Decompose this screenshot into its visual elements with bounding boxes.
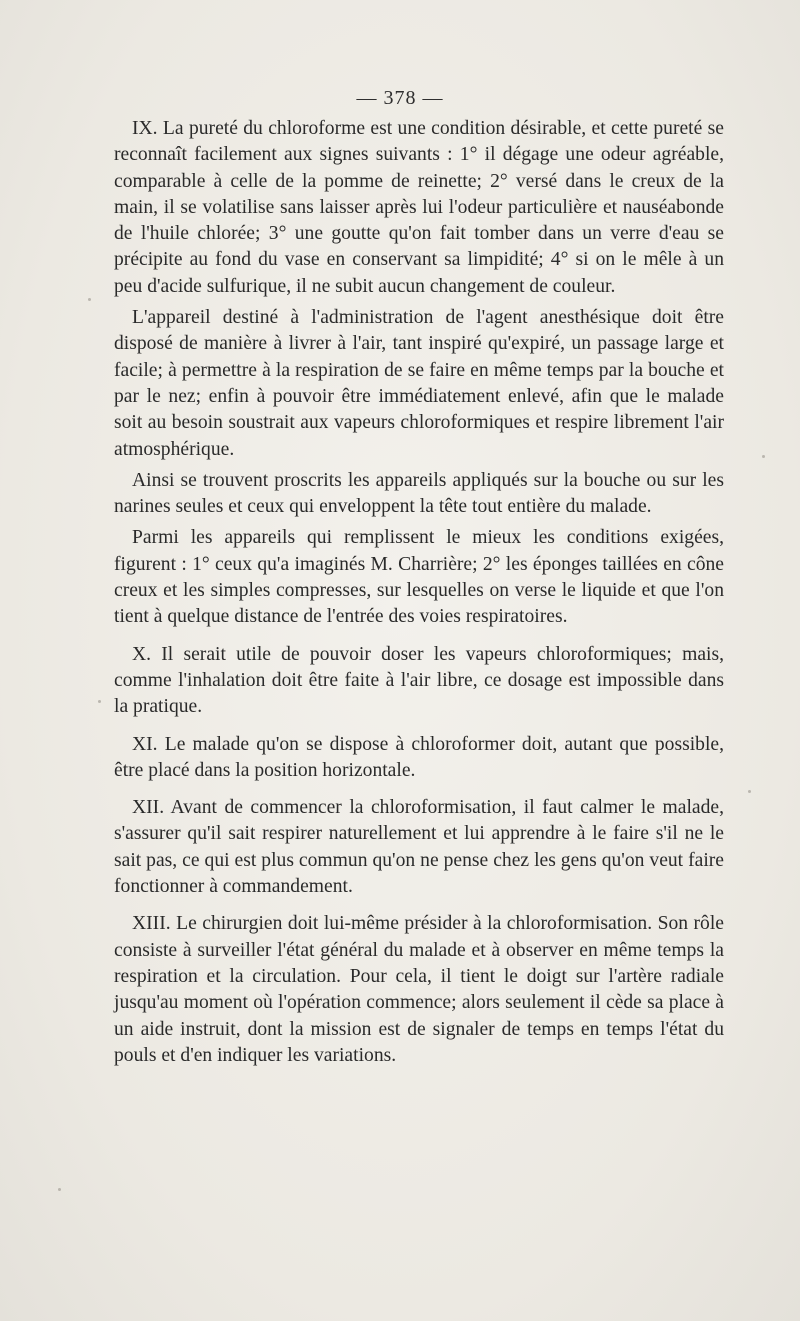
paragraph-xii-before-chloroformisation: XII. Avant de commencer la chloroformisation, il faut calmer le malade, s'assurer qu'il sait respirer naturellement et lui apprendre à le faire s'il ne le sait pas, ce qui est plus commun qu'on ne pense chez les gens qu'on veut faire fonctionner à commandement. bbox=[114, 797, 724, 898]
body-text bbox=[114, 116, 724, 1069]
paper-speck bbox=[58, 1188, 61, 1191]
paragraph-recommended-apparatus: Parmi les appareils qui remplissent le mieux les conditions exigées, figurent : 1° ceux qu'a imaginés M. Charrière; 2° les éponges taillées en cône creux et les simples compresses, sur lesquelles on verse le liquide et que l'on tient à quelque distance de l'entrée des voies respiratoires. bbox=[114, 527, 724, 628]
paper-speck bbox=[748, 790, 751, 793]
paper-speck bbox=[762, 455, 765, 458]
paragraph-apparatus-design: L'appareil destiné à l'administration de l'agent anesthésique doit être disposé de manière à livrer à l'air, tant inspiré qu'expiré, un passage large et facile; à permettre à la respiration de se faire en même temps par la bouche et par le nez; enfin à pouvoir être immédiatement enlevé, afin que le malade soit au besoin soustrait aux vapeurs chloroformiques et respire librement l'air atmosphérique. bbox=[114, 307, 724, 460]
page-number: — 378 — bbox=[356, 87, 444, 109]
paragraph-ix-chloroform-purity: IX. La pureté du chloroforme est une condition désirable, et cette pureté se reconnaît facilement aux signes suivants : 1° il dégage une odeur agréable, comparable à celle de la pomme de reinette; 2° versé dans le creux de la main, il se volatilise sans laisser après lui l'odeur particulière et nauséabonde de l'huile chlorée; 3° une goutte qu'on fait tomber dans un verre d'eau se précipite au fond du vase en conservant sa limpidité; 4° si on le mêle à un peu d'acide sulfurique, il ne subit aucun changement de couleur. bbox=[114, 118, 724, 297]
paragraph-proscribed-apparatus: Ainsi se trouvent proscrits les appareils appliqués sur la bouche ou sur les narines seules et ceux qui enveloppent la tête tout entière du malade. bbox=[114, 469, 724, 518]
paragraph-xi-patient-position: XI. Le malade qu'on se dispose à chloroformer doit, autant que possible, être placé dans la position horizontale. bbox=[114, 733, 724, 781]
paper-speck bbox=[98, 700, 101, 703]
paragraph-x-dosage: X. Il serait utile de pouvoir doser les vapeurs chloroformiques; mais, comme l'inhalation doit être faite à l'air libre, ce dosage est impossible dans la pratique. bbox=[114, 643, 724, 718]
paragraph-xiii-surgeon-role: XIII. Le chirurgien doit lui-même présider à la chloroformisation. Son rôle consiste à surveiller l'état général du malade et à observer en même temps la respiration et la circulation. Pour cela, il tient le doigt sur l'artère radiale jusqu'au moment où l'opération commence; alors seulement il cède sa place à un aide instruit, dont la mission est de signaler de temps en temps l'état du pouls et d'en indiquer les variations. bbox=[114, 913, 724, 1066]
paper-speck bbox=[88, 298, 91, 301]
